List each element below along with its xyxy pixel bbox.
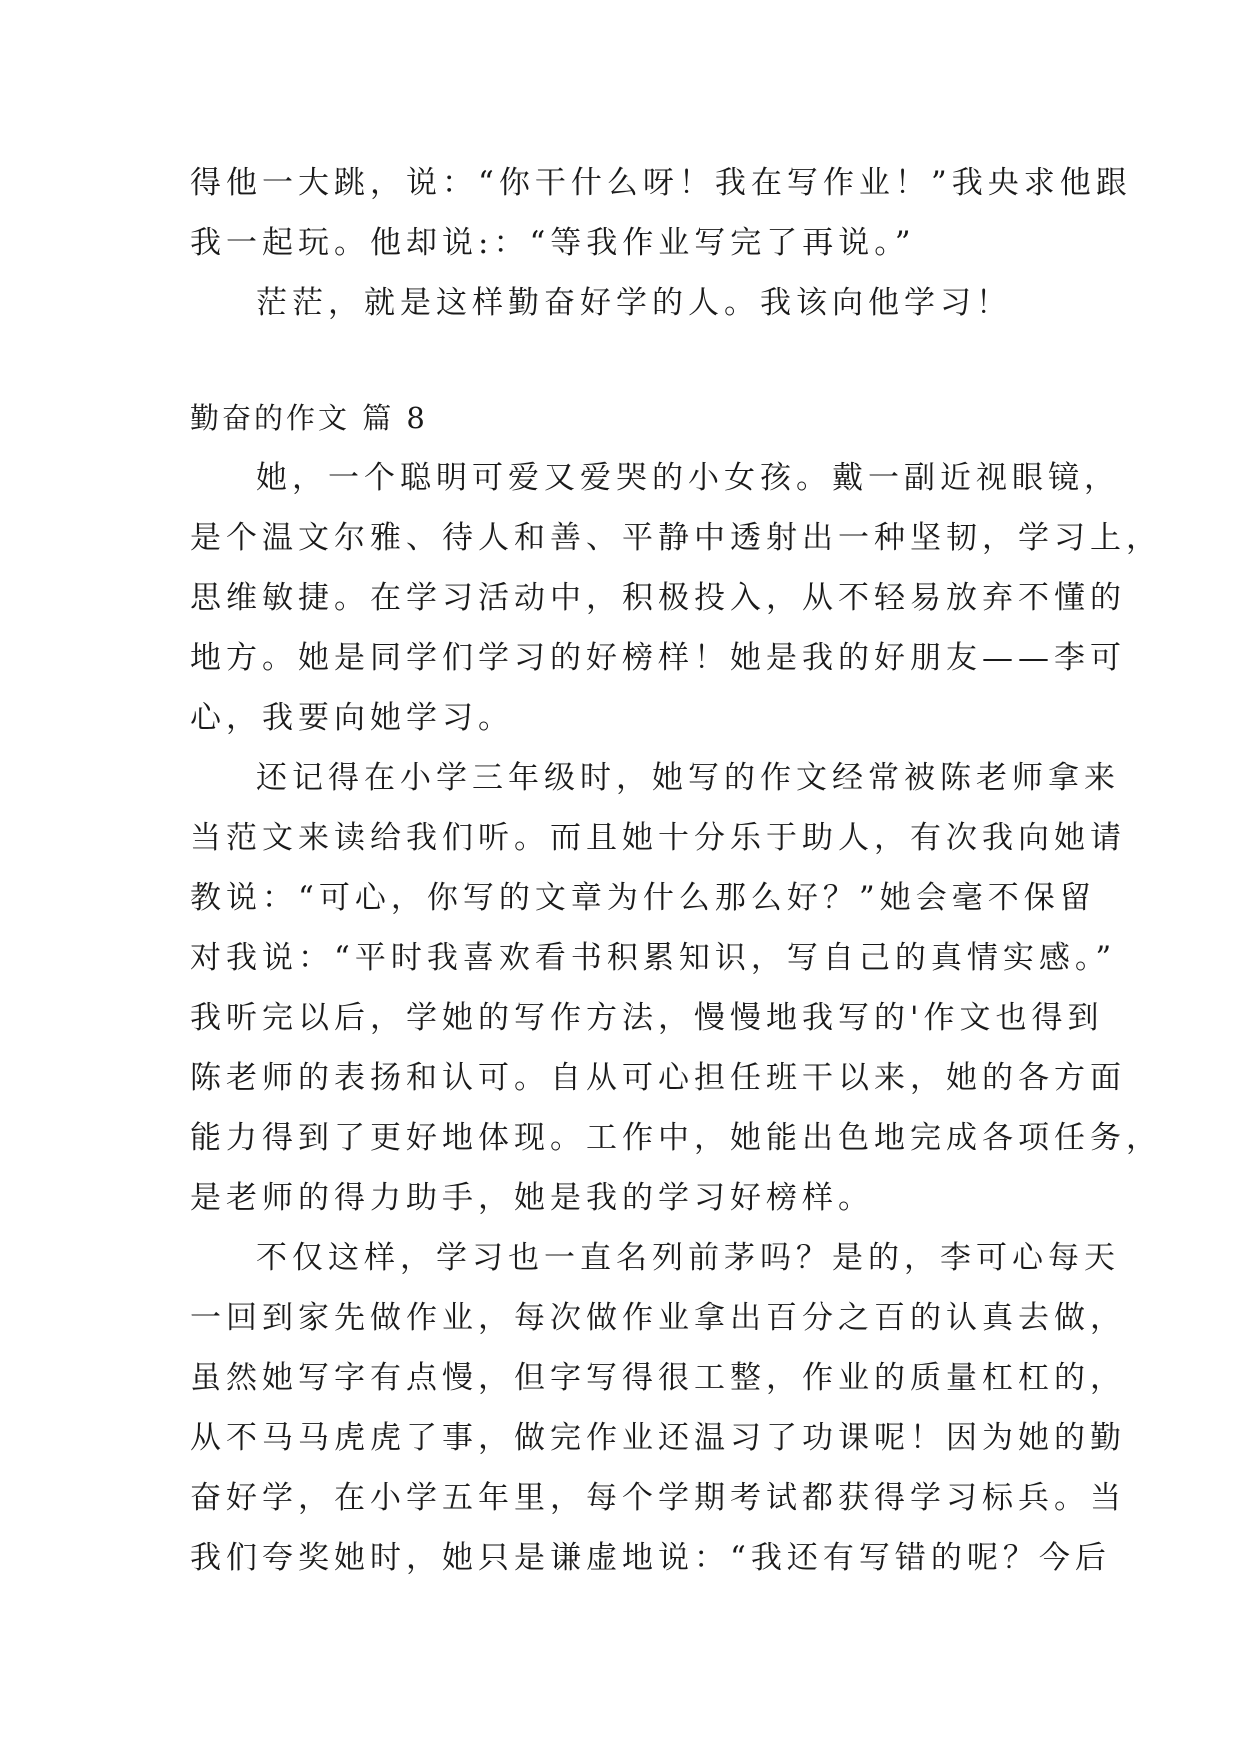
text-line: 还记得在小学三年级时，她写的作文经常被陈老师拿来 <box>256 760 1120 796</box>
text-line: 我一起玩。他却说:：“等我作业写完了再说。” <box>190 225 916 261</box>
text-line: 我们夸奖她时，她只是谦虚地说：“我还有写错的呢？今后 <box>190 1540 1111 1576</box>
text-line: 能力得到了更好地体现。工作中，她能出色地完成各项任务， <box>190 1120 1162 1156</box>
text-line: 我听完以后，学她的写作方法，慢慢地我写的'作文也得到 <box>190 1000 1104 1036</box>
text-line: 茫茫，就是这样勤奋好学的人。我该向他学习！ <box>256 285 1012 321</box>
text-line: 陈老师的表扬和认可。自从可心担任班干以来，她的各方面 <box>190 1060 1126 1096</box>
section-heading: 勤奋的作文 篇 8 <box>190 401 428 435</box>
text-line: 奋好学，在小学五年里，每个学期考试都获得学习标兵。当 <box>190 1480 1126 1516</box>
text-line: 教说：“可心，你写的文章为什么那么好？”她会毫不保留 <box>190 880 1096 916</box>
text-line: 思维敏捷。在学习活动中，积极投入，从不轻易放弃不懂的 <box>190 580 1126 616</box>
text-line: 是个温文尔雅、待人和善、平静中透射出一种坚韧，学习上， <box>190 520 1162 556</box>
text-line: 当范文来读给我们听。而且她十分乐于助人，有次我向她请 <box>190 820 1126 856</box>
text-line: 一回到家先做作业，每次做作业拿出百分之百的认真去做， <box>190 1300 1126 1336</box>
text-line: 从不马马虎虎了事，做完作业还温习了功课呢！因为她的勤 <box>190 1420 1126 1456</box>
text-line: 得他一大跳，说：“你干什么呀！我在写作业！”我央求他跟 <box>190 165 1132 201</box>
text-line: 心，我要向她学习。 <box>190 700 514 736</box>
text-line: 她，一个聪明可爱又爱哭的小女孩。戴一副近视眼镜， <box>256 460 1120 496</box>
text-line: 不仅这样，学习也一直名列前茅吗？是的，李可心每天 <box>256 1240 1120 1276</box>
text-line: 对我说：“平时我喜欢看书积累知识，写自己的真情实感。” <box>190 940 1117 976</box>
text-line: 虽然她写字有点慢，但字写得很工整，作业的质量杠杠的， <box>190 1360 1126 1396</box>
text-line: 是老师的得力助手，她是我的学习好榜样。 <box>190 1180 874 1216</box>
text-line: 地方。她是同学们学习的好榜样！她是我的好朋友——李可 <box>190 640 1126 676</box>
